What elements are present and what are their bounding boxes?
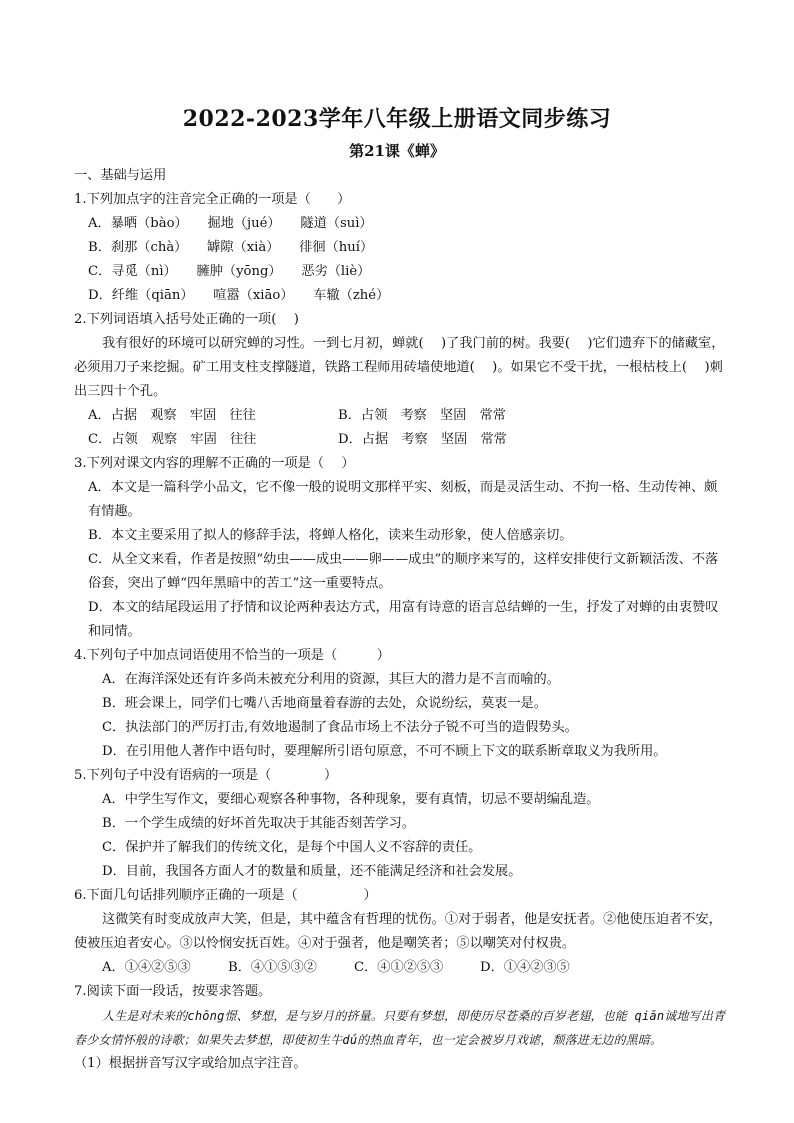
- question-6-passage: 这微笑有时变成放声大笑，但是，其中蕴含有哲理的忧伤。①对于弱者，他是安抚者。②他使压迫者不安，使被压迫者安心。③以怜悯安抚百姓。④对于强者，他是嘲笑者；⑤以嘲笑对付权贵。: [74, 912, 722, 951]
- question-2-option-c: C．占领 观察 牢固 往往: [88, 432, 257, 447]
- question-6-option-b: B．④①⑤③②: [228, 960, 317, 975]
- question-2-passage: 我有很好的环境可以研究蝉的习性。一到七月初，蝉就( )了我门前的树。我要( )它们遗弃下的储藏室，必须用刀子来挖掘。矿工用支柱支撑隧道，铁路工程师用砖墙使地道( )。如果它不受干扰，一根枯枝上( )刺出三四十个孔。: [74, 336, 725, 399]
- question-2-options-row-2: [74, 428, 726, 452]
- question-1-option-a: A．暴晒（bào） 掘地（jué） 隧道（suì）: [88, 216, 373, 231]
- question-4-option-b: B．班会课上，同学们七嘴八舌地商量着春游的去处，众说纷纭，莫衷一是。: [102, 696, 547, 711]
- question-6-option-a: A．①④②⑤③: [102, 960, 191, 975]
- question-3-option-d: D．本文的结尾段运用了抒情和议论两种表达方式，用富有诗意的语言总结蝉的一生，抒发了对蝉的由衷赞叹和同情。: [88, 600, 719, 639]
- question-2-stem: 2.下列词语填入括号处正确的一项( ): [74, 312, 299, 327]
- question-1-option-c: C．寻觅（nì） 臃肿（yōng） 恶劣（liè）: [88, 264, 371, 279]
- question-4-option-d: D．在引用他人著作中语句时，要理解所引语句原意，不可不顾上下文的联系断章取义为我所用。: [102, 744, 667, 759]
- question-7-stem: 7.阅读下面一段话，按要求答题。: [74, 984, 272, 999]
- question-6-option-c: C．④①②⑤③: [354, 960, 444, 975]
- question-4-option-a: A．在海洋深处还有许多尚未被充分利用的资源，其巨大的潜力是不言而喻的。: [102, 672, 560, 687]
- question-5-option-b: B．一个学生成绩的好坏首先取决于其能否刻苦学习。: [102, 816, 416, 831]
- question-7-passage: 人生是对未来的chōng憬、梦想，是与岁月的挤量。只要有梦想，即使历尽苍桑的百岁老翅，也能 qiān诚地写出青春少女情怀般的诗歌；如果失去梦想，即使初生牛dú的热血青年，也一定会被岁月戏谑，颓落进无边的黑暗。: [74, 1009, 726, 1047]
- question-2-options-row-1: [74, 404, 726, 428]
- question-5-stem: 5.下列句子中没有语病的一项是（ ）: [74, 768, 338, 783]
- question-2-option-b: B．占领 考察 坚固 常常: [338, 408, 506, 423]
- question-3-stem: 3.下列对课文内容的理解不正确的一项是（ ）: [74, 456, 355, 471]
- question-5-option-a: A．中学生写作文，要细心观察各种事物，各种现象，要有真情，切忌不要胡编乱造。: [102, 792, 600, 807]
- question-6-option-d: D．①④②③⑤: [480, 960, 570, 975]
- question-7-sub-1: （1）根据拼音写汉字或给加点字注音。: [74, 1056, 307, 1071]
- question-6-options: [74, 956, 726, 980]
- lesson-subtitle: 第21课《蝉》: [349, 142, 445, 160]
- question-4-option-c: C．执法部门的严厉打击,有效地遏制了食品市场上不法分子锐不可当的造假势头。: [102, 720, 578, 735]
- question-5-option-d: D．目前，我国各方面人才的数量和质量，还不能满足经济和社会发展。: [102, 864, 522, 879]
- question-1-option-d: D．纤维（qiān） 喧嚣（xiāo） 车辙（zhé）: [88, 288, 390, 303]
- section-heading: 一、基础与运用: [74, 168, 167, 183]
- question-3-option-c: C．从全文来看，作者是按照“幼虫——成虫——卵——成虫”的顺序来写的，这样安排使行文新颖活泼、不落俗套，突出了蝉“四年黑暗中的苦工”这一重要特点。: [88, 552, 719, 591]
- question-6-stem: 6.下面几句话排列顺序正确的一项是（ ）: [74, 888, 377, 903]
- question-5-option-c: C．保护并了解我们的传统文化，是每个中国人义不容辞的责任。: [102, 840, 482, 855]
- question-2-option-d: D．占据 考察 坚固 常常: [338, 432, 507, 447]
- question-2-option-a: A．占据 观察 牢固 往往: [88, 408, 256, 423]
- question-1-stem: 1.下列加点字的注音完全正确的一项是（ ）: [74, 192, 351, 207]
- page-title: 2022-2023学年八年级上册语文同步练习: [182, 106, 612, 132]
- question-3-option-a: A．本文是一篇科学小品文，它不像一般的说明文那样平实、刻板，而是灵活生动、不拘一格、生动传神、颇有情趣。: [88, 480, 718, 519]
- worksheet-body: [74, 164, 726, 1076]
- question-1-option-b: B．刹那（chà） 罅隙（xià） 徘徊（huí）: [88, 240, 374, 255]
- question-4-stem: 4.下列句子中加点词语使用不恰当的一项是（ ）: [74, 648, 390, 663]
- question-3-option-b: B．本文主要采用了拟人的修辞手法，将蝉人格化，读来生动形象，使人倍感亲切。: [88, 528, 573, 543]
